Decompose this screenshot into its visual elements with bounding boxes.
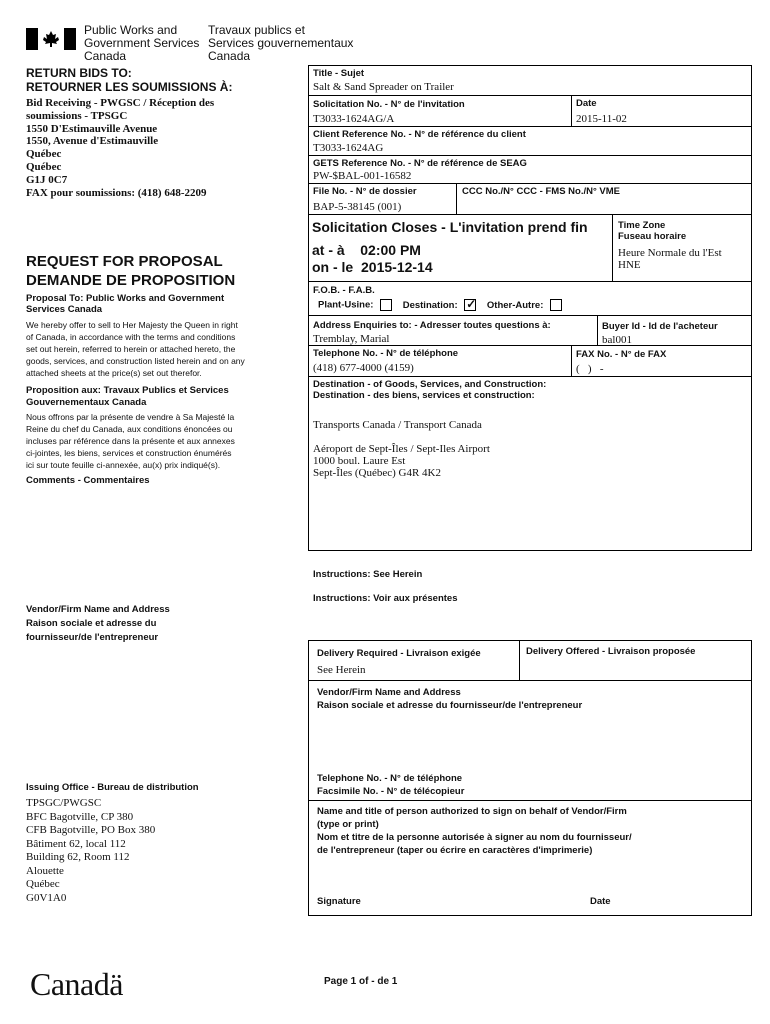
signature-label: Signature	[317, 896, 361, 907]
gets-ref-value: PW-$BAL-001-16582	[313, 170, 412, 182]
proposal-text-en: We hereby offer to sell to Her Majesty the Queen in right of Canada, in accordance with the terms and conditions set out herein, referred to herein or attached hereto, the goods, services, and construction listed herein and on any attached sheets at the price(s) set out therefor.	[26, 320, 245, 378]
check-icon: ✓	[466, 297, 477, 311]
file-no-value: BAP-5-38145 (001)	[313, 201, 402, 213]
destination-checkbox[interactable]	[464, 299, 476, 311]
title-label: Title - Sujet	[313, 68, 365, 79]
title-value: Salt & Sand Spreader on Trailer	[313, 81, 454, 93]
telephone-label: Telephone No. - N° de téléphone	[313, 348, 459, 359]
solicitation-no-label: Solicitation No. - N° de l'invitation	[313, 99, 465, 110]
fob-options: Plant-Usine: Destination: ✓ Other-Autre:	[318, 299, 562, 311]
gets-ref-label: GETS Reference No. - N° de référence de SEAG	[313, 158, 527, 169]
fob-label: F.O.B. - F.A.B.	[313, 285, 375, 296]
delivery-offered-field[interactable]	[522, 660, 748, 678]
time-zone-value: Heure Normale du l'Est HNE	[618, 247, 722, 271]
telephone-value: (418) 677-4000 (4159)	[313, 362, 414, 374]
solicitation-no-value: T3033-1624AG/A	[313, 113, 395, 125]
time-zone-label: Time Zone Fuseau horaire	[618, 220, 687, 242]
date-label: Date	[576, 98, 597, 109]
fax-value: ( ) -	[576, 363, 604, 375]
destination-address: Transports Canada / Transport Canada Aéroport de Sept-Îles / Sept-Iles Airport 1000 boul. Laure Est Sept-Îles (Québec) G4R 4K2	[313, 419, 490, 479]
closing-date: on - le 2015-12-14	[312, 259, 433, 275]
destination-label: Destination - of Goods, Services, and Construction: Destination - des biens, services et construction:	[313, 379, 547, 401]
buyer-id-value: bal001	[602, 334, 632, 346]
other-checkbox[interactable]	[550, 299, 562, 311]
client-ref-value: T3033-1624AG	[313, 142, 384, 154]
delivery-required-label: Delivery Required - Livraison exigée	[317, 648, 481, 659]
closing-time: at - à 02:00 PM	[312, 242, 421, 258]
date-value: 2015-11-02	[576, 113, 627, 125]
proposition-aux: Proposition aux: Travaux Publics et Services Gouvernementaux Canada	[26, 385, 229, 408]
department-name-en: Public Works and Government Services Canada	[84, 23, 200, 63]
delivery-required-value: See Herein	[317, 664, 366, 676]
vendor-name-field[interactable]	[312, 716, 748, 768]
authorized-person-label: Name and title of person authorized to sign on behalf of Vendor/Firm (type or print) Nom et titre de la personne autorisée à signer au nom du fournisseur/ de l'entrepreneur (taper ou écrire en caractères d'imprimerie)	[317, 806, 632, 856]
vendor-label-left: Vendor/Firm Name and Address Raison sociale et adresse du fournisseur/de l'entrepreneur	[26, 604, 170, 643]
address-enquiries-value: Tremblay, Marial	[313, 333, 390, 345]
file-no-label: File No. - N° de dossier	[313, 186, 417, 197]
solicitation-closes-label: Solicitation Closes - L'invitation prend fin	[312, 219, 588, 235]
rfp-heading: REQUEST FOR PROPOSAL DEMANDE DE PROPOSITION	[26, 253, 236, 289]
canada-flag-icon	[26, 28, 76, 50]
buyer-id-label: Buyer Id - Id de l'acheteur	[602, 321, 718, 332]
canada-wordmark: Canadä	[30, 966, 123, 1002]
issuing-office-label: Issuing Office - Bureau de distribution	[26, 782, 199, 793]
comments-label: Comments - Commentaires	[26, 475, 150, 486]
fax-label: FAX No. - N° de FAX	[576, 349, 667, 360]
return-bids-heading: RETURN BIDS TO: RETOURNER LES SOUMISSIONS À:	[26, 66, 233, 94]
delivery-offered-label: Delivery Offered - Livraison proposée	[526, 646, 696, 657]
issuing-office-address: TPSGC/PWGSC BFC Bagotville, CP 380 CFB Bagotville, PO Box 380 Bâtiment 62, local 112 Building 62, Room 112 Alouette Québec G0V1A0	[26, 797, 156, 904]
return-address: Bid Receiving - PWGSC / Réception des soumissions - TPSGC 1550 D'Estimauville Avenue 1550, Avenue d'Estimauville Québec Québec G1J 0C7 FAX pour soumissions: (418) 648-2209	[26, 97, 215, 199]
department-name-fr: Travaux publics et Services gouvernementaux Canada	[208, 23, 354, 63]
address-enquiries-label: Address Enquiries to: - Adresser toutes questions à:	[313, 320, 551, 331]
proposal-text-fr: Nous offrons par la présente de vendre à Sa Majesté la Reine du chef du Canada, aux conditions énoncées ou incluses par référence dans la présente et aux annexes ci-jointes, les biens, services et construction énumérés ici sur toute feuille ci-annexée, au(x) prix indiqué(s).	[26, 412, 235, 470]
instructions-en: Instructions: See Herein	[313, 569, 423, 580]
telephone-fax-label: Telephone No. - N° de téléphone Facsimile No. - N° de télécopieur	[317, 773, 465, 797]
page-number: Page 1 of - de 1	[324, 976, 398, 987]
vendor-name-label: Vendor/Firm Name and Address Raison sociale et adresse du fournisseur/de l'entrepreneur	[317, 687, 583, 711]
instructions-fr: Instructions: Voir aux présentes	[313, 593, 458, 604]
client-ref-label: Client Reference No. - N° de référence du client	[313, 129, 526, 140]
signature-date-label: Date	[590, 896, 611, 907]
proposal-to: Proposal To: Public Works and Government Services Canada	[26, 293, 225, 315]
ccc-no-label: CCC No./N° CCC - FMS No./N° VME	[462, 186, 621, 197]
plant-checkbox[interactable]	[380, 299, 392, 311]
